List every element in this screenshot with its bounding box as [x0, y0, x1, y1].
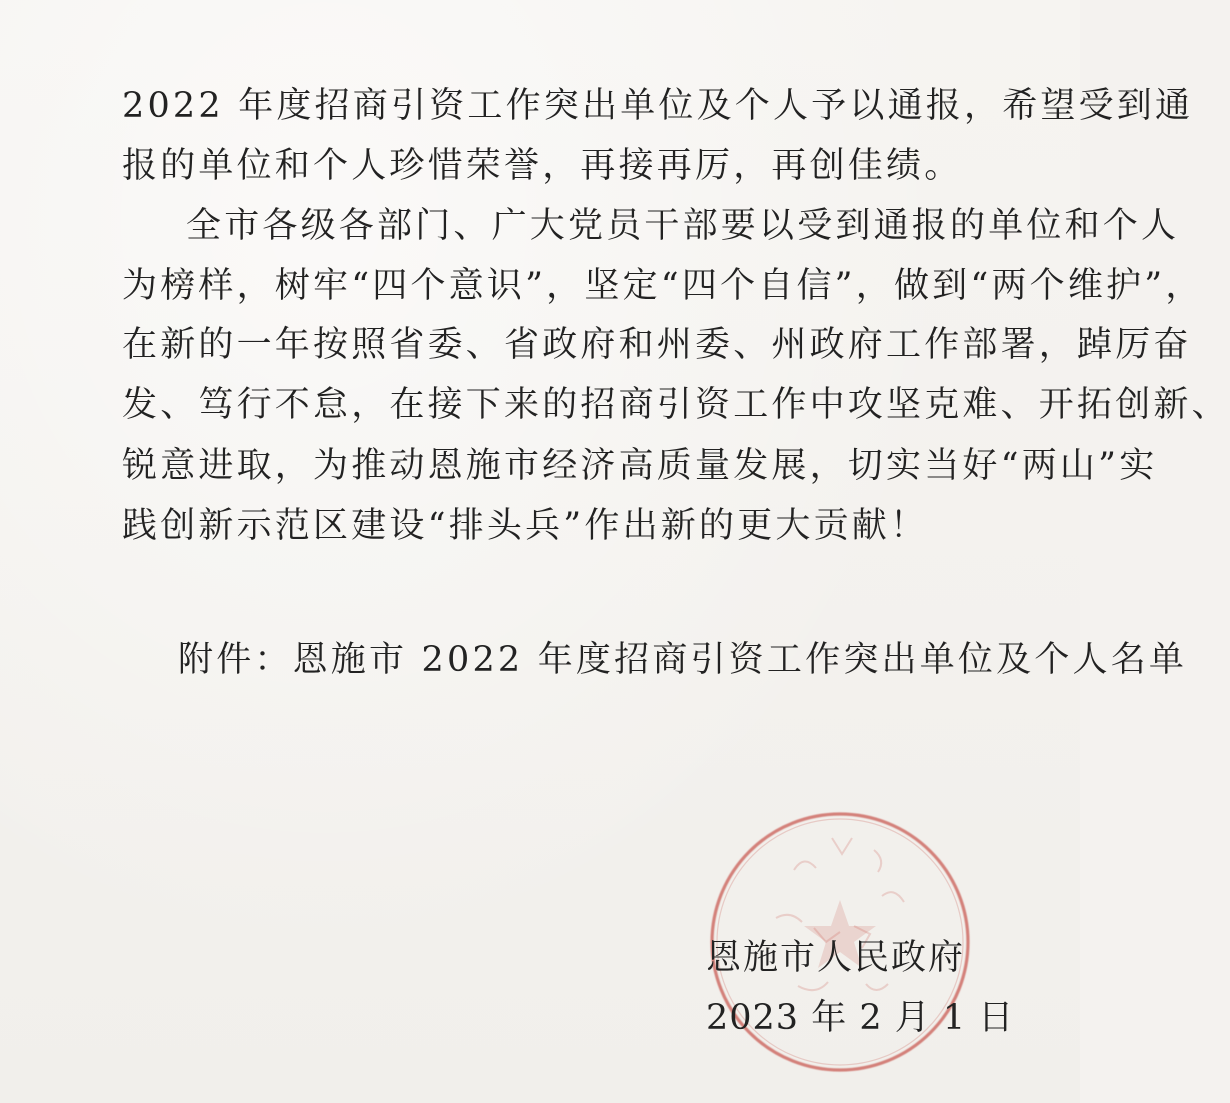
paragraph-2-line-1: 全市各级各部门、广大党员干部要以受到通报的单位和个人 — [186, 206, 1180, 246]
paragraph-2-line-2: 为榜样，树牢“四个意识”，坚定“四个自信”，做到“两个维护”， — [122, 266, 1204, 306]
paragraph-2-line-6: 践创新示范区建设“排头兵”作出新的更大贡献！ — [122, 506, 929, 546]
issue-date: 2023 年 2 月 1 日 — [706, 998, 1015, 1038]
attachment-note: 附件：恩施市 2022 年度招商引资工作突出单位及个人名单 — [178, 640, 1188, 680]
issuing-organization: 恩施市人民政府 — [706, 938, 966, 978]
paragraph-1-line-2: 报的单位和个人珍惜荣誉，再接再厉，再创佳绩。 — [122, 146, 963, 186]
paragraph-1-line-1: 2022 年度招商引资工作突出单位及个人予以通报，希望受到通 — [122, 86, 1194, 126]
paragraph-2-line-3: 在新的一年按照省委、省政府和州委、州政府工作部署，踔厉奋 — [122, 325, 1192, 365]
paragraph-2-line-4: 发、笃行不怠，在接下来的招商引资工作中攻坚克难、开拓创新、 — [122, 385, 1230, 425]
paragraph-2-line-5: 锐意进取，为推动恩施市经济高质量发展，切实当好“两山”实 — [122, 446, 1158, 486]
